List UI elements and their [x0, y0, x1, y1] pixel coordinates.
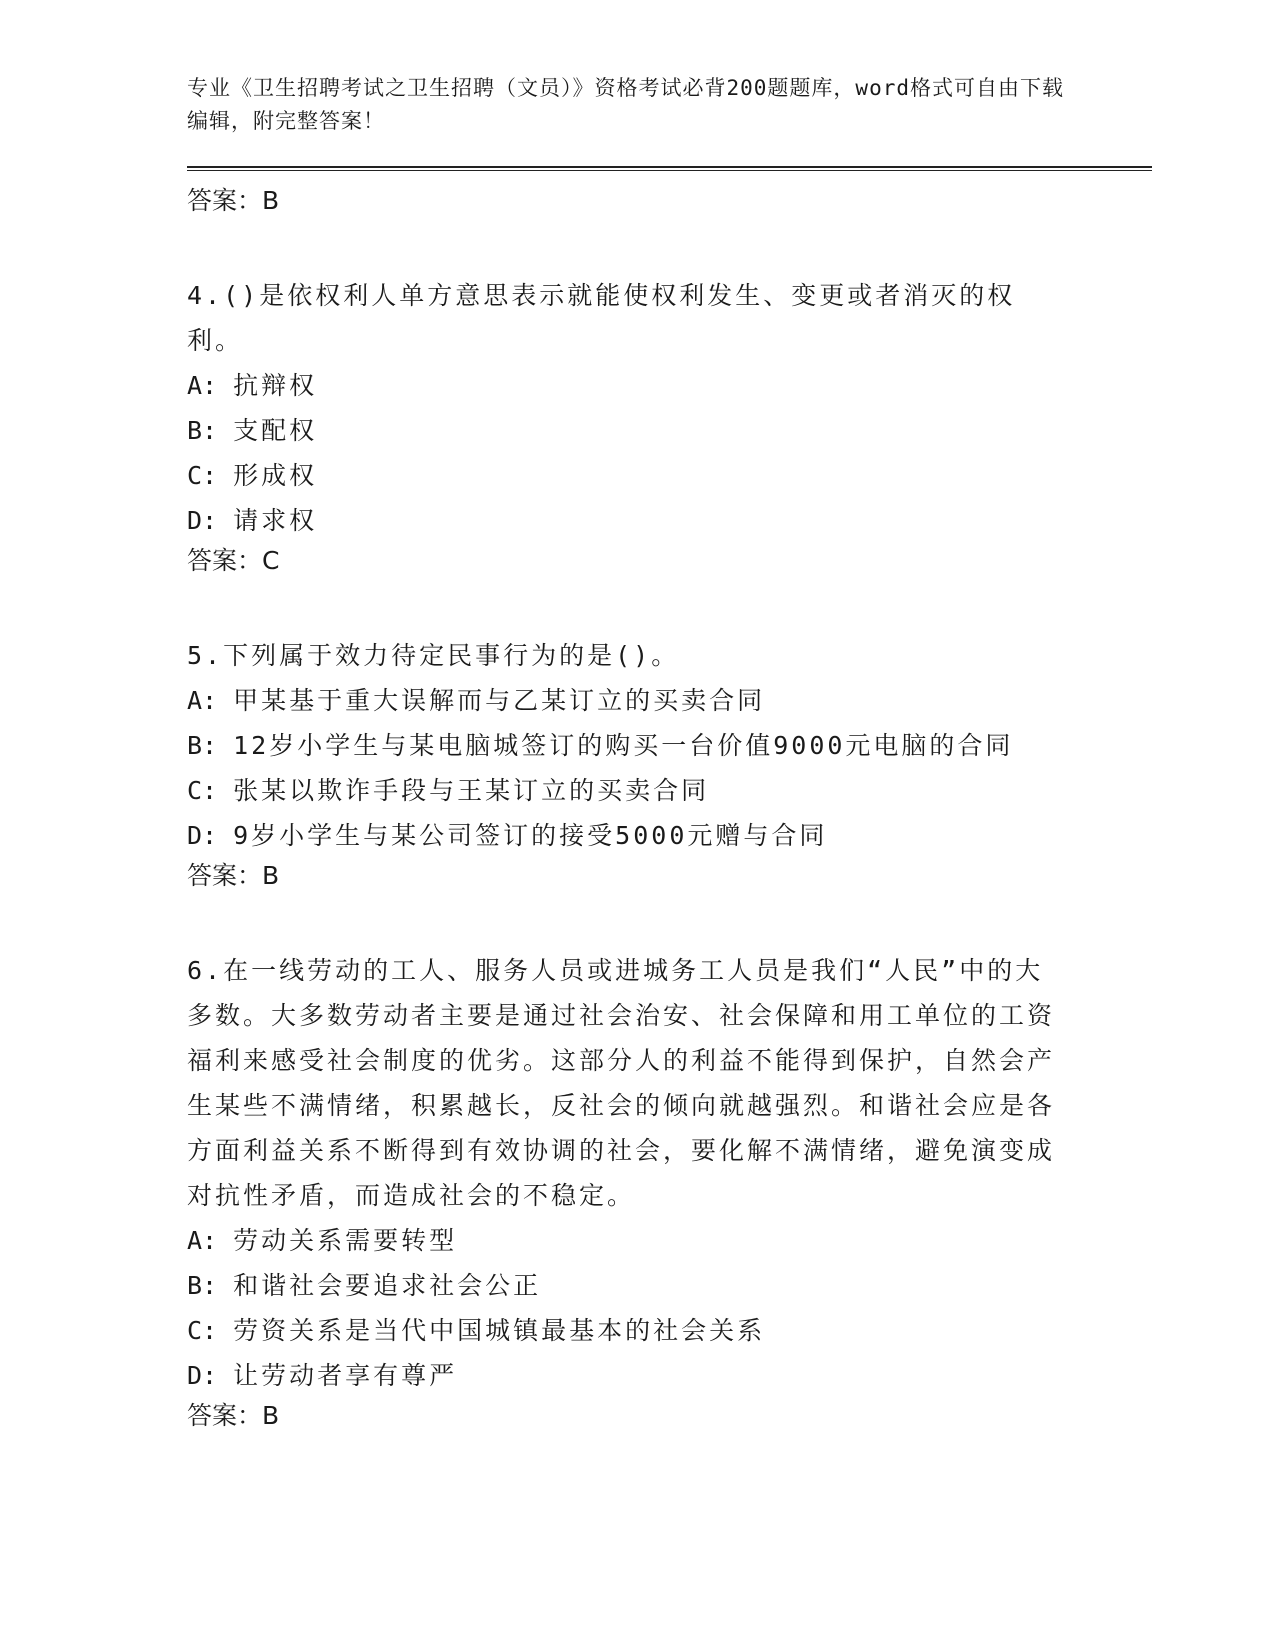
option-d: [187, 498, 1152, 543]
answer-line: 答案：B: [187, 1401, 280, 1430]
option-c: [187, 768, 1152, 813]
option-key: D:: [187, 1361, 218, 1390]
option-text: 抗辩权: [233, 371, 318, 400]
option-a: [187, 678, 1152, 723]
option-a: [187, 363, 1152, 408]
option-b: [187, 1263, 1152, 1308]
option-text: 劳资关系是当代中国城镇最基本的社会关系: [233, 1316, 766, 1345]
answer-line: 答案：B: [187, 186, 280, 215]
question-block: [187, 273, 1152, 588]
document-page: [187, 0, 1152, 1443]
option-key: C:: [187, 461, 218, 490]
option-key: C:: [187, 1316, 218, 1345]
question-block: [187, 633, 1152, 903]
option-text: 形成权: [233, 461, 318, 490]
option-text: 让劳动者享有尊严: [233, 1361, 458, 1390]
option-key: D:: [187, 821, 218, 850]
option-key: B:: [187, 416, 218, 445]
answer-line: 答案：C: [187, 546, 280, 575]
option-b: [187, 408, 1152, 453]
question-block: [187, 948, 1152, 1443]
option-text: 支配权: [233, 416, 318, 445]
option-text: 甲某基于重大误解而与乙某订立的买卖合同: [233, 686, 766, 715]
option-key: B:: [187, 1271, 218, 1300]
option-a: [187, 1218, 1152, 1263]
question-stem: 6.在一线劳动的工人、服务人员或进城务工人员是我们“人民”中的大多数。大多数劳动者主要是通过社会治安、社会保障和用工单位的工资福利来感受社会制度的优劣。这部分人的利益不能得到保护，自然会产生某些不满情绪，积累越长，反社会的倾向就越强烈。和谐社会应是各方面利益关系不断得到有效协调的社会，要化解不满情绪，避免演变成对抗性矛盾，而造成社会的不稳定。: [187, 956, 1056, 1210]
option-text: 劳动关系需要转型: [233, 1226, 458, 1255]
option-key: D:: [187, 506, 218, 535]
option-text: 9岁小学生与某公司签订的接受5000元赠与合同: [233, 821, 828, 850]
option-d: [187, 813, 1152, 858]
option-key: A:: [187, 686, 218, 715]
question-stem: 5.下列属于效力待定民事行为的是()。: [187, 641, 680, 670]
option-key: A:: [187, 1226, 218, 1255]
option-key: A:: [187, 371, 218, 400]
option-b: [187, 723, 1152, 768]
option-key: B:: [187, 731, 218, 760]
option-text: 张某以欺诈手段与王某订立的买卖合同: [233, 776, 710, 805]
question-stem: 4.()是依权利人单方意思表示就能使权利发生、变更或者消灭的权利。: [187, 281, 1016, 355]
option-c: [187, 453, 1152, 498]
header-divider: [187, 166, 1152, 171]
option-key: C:: [187, 776, 218, 805]
page-header: 专业《卫生招聘考试之卫生招聘（文员）》资格考试必背200题题库，word格式可自由下载编辑，附完整答案！: [187, 76, 1064, 133]
option-d: [187, 1353, 1152, 1398]
answer-line: 答案：B: [187, 861, 280, 890]
option-text: 和谐社会要追求社会公正: [233, 1271, 542, 1300]
option-text: 12岁小学生与某电脑城签订的购买一台价值9000元电脑的合同: [233, 731, 1014, 760]
option-text: 请求权: [233, 506, 318, 535]
option-c: [187, 1308, 1152, 1353]
